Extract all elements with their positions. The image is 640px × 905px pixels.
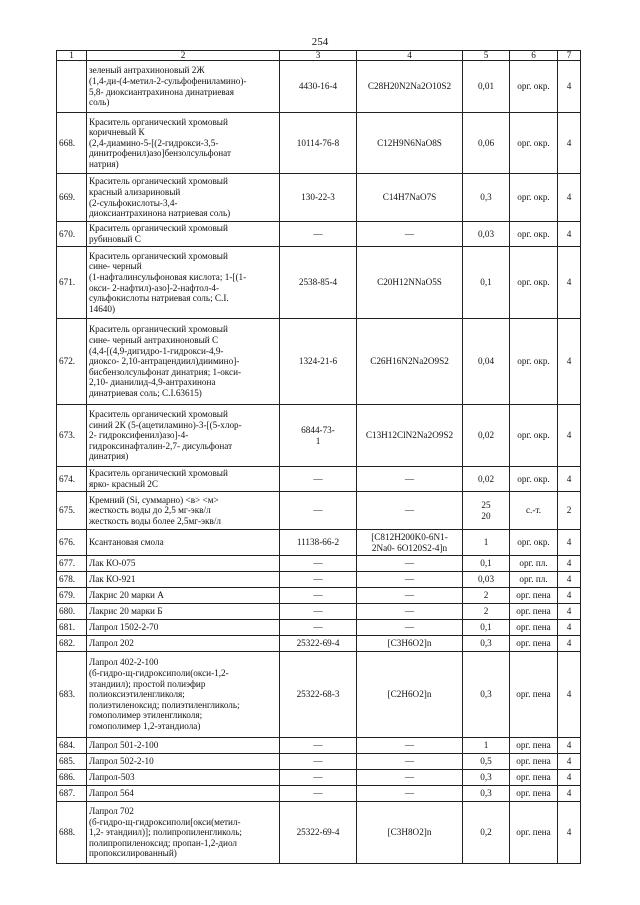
row-number: 678. (57, 572, 87, 588)
row-number: 683. (57, 652, 87, 738)
row-number: 679. (57, 588, 87, 604)
hazard-class: 4 (558, 620, 581, 636)
cas-number: — (280, 492, 357, 530)
concentration-value: 0,03 (463, 572, 510, 588)
row-number: 680. (57, 604, 87, 620)
chemical-formula: — (357, 222, 463, 247)
substance-name: Лапрол 702 (б-гидро-щ-гидроксиполи[окси(метил- 1,2- этандиил)]; полипропиленгликоль; полипропиленоксид; пропан-1,2-диол пропоксилированный) (87, 802, 280, 864)
cas-number: — (280, 572, 357, 588)
table-row (57, 113, 581, 174)
table-body (57, 61, 581, 864)
table-row (57, 61, 581, 113)
chemical-formula: — (357, 786, 463, 802)
chemical-formula: C28H20N2Na2O10S2 (357, 61, 463, 113)
table-row (57, 530, 581, 556)
concentration-value: 0,01 (463, 61, 510, 113)
cas-number: — (280, 786, 357, 802)
table-row (57, 222, 581, 247)
substance-name: Лапрол 402-2-100 (б-гидро-щ-гидроксиполи(окси-1,2- этандиил); простой полиэфир полиоксиэтиленгликоля; полиэтиленоксид; полиэтиленгликоль; гомополимер этиленгликоля; гомополимер 1,2-этандиола) (87, 652, 280, 738)
substance-name: Краситель органический хромовый сине- черный антрахиноновый С (4,4-[(4,9-дигидро-1-гидрокси-4,9- диоксо- 2,10-антрацендиил)диимино]- бисбензолсульфонат динатрия; 1-окси- 2,10- дианилид-4,9-антрахинона динатриевая соль; C.I.63615) (87, 319, 280, 405)
hazard-sign: орг. окр. (510, 247, 558, 319)
hazard-class: 4 (558, 652, 581, 738)
substance-name: Ксантановая смола (87, 530, 280, 556)
row-number: 688. (57, 802, 87, 864)
hazard-class: 4 (558, 61, 581, 113)
cas-number: — (280, 222, 357, 247)
cas-number: 6844-73- 1 (280, 405, 357, 467)
table-row (57, 636, 581, 652)
row-number: 673. (57, 405, 87, 467)
row-number: 676. (57, 530, 87, 556)
column-number: 2 (87, 51, 280, 61)
cas-number: — (280, 620, 357, 636)
table-row (57, 492, 581, 530)
hazard-class: 4 (558, 530, 581, 556)
substance-name: Лак КО-075 (87, 556, 280, 572)
table-row (57, 770, 581, 786)
row-number: 681. (57, 620, 87, 636)
concentration-value: 0,03 (463, 222, 510, 247)
substance-name: Лапрол-503 (87, 770, 280, 786)
hazard-sign: орг. пена (510, 738, 558, 754)
column-number: 6 (510, 51, 558, 61)
chemical-formula: [C3H6O2]n (357, 636, 463, 652)
substance-name: Лакрис 20 марки А (87, 588, 280, 604)
row-number: 684. (57, 738, 87, 754)
row-number: 687. (57, 786, 87, 802)
row-number: 672. (57, 319, 87, 405)
table-row (57, 652, 581, 738)
hazard-class: 4 (558, 319, 581, 405)
chemical-formula: — (357, 556, 463, 572)
column-number: 4 (357, 51, 463, 61)
hazard-class: 4 (558, 802, 581, 864)
row-number: 668. (57, 113, 87, 174)
column-number-row (57, 51, 581, 61)
chemical-formula: C20H12NNaO5S (357, 247, 463, 319)
hazard-class: 4 (558, 604, 581, 620)
substance-name: Лапрол 564 (87, 786, 280, 802)
table-row (57, 754, 581, 770)
concentration-value: 2 (463, 588, 510, 604)
row-number (57, 61, 87, 113)
chemical-formula: C12H9N6NaO8S (357, 113, 463, 174)
cas-number: — (280, 556, 357, 572)
concentration-value: 0,02 (463, 467, 510, 492)
hazard-sign: орг. окр. (510, 405, 558, 467)
cas-number: — (280, 770, 357, 786)
chemical-formula: — (357, 467, 463, 492)
cas-number: 25322-69-4 (280, 636, 357, 652)
table-row (57, 588, 581, 604)
row-number: 685. (57, 754, 87, 770)
hazard-sign: орг. пена (510, 588, 558, 604)
hazard-class: 4 (558, 754, 581, 770)
table-row (57, 467, 581, 492)
table-row (57, 786, 581, 802)
table-row (57, 319, 581, 405)
substance-name: Краситель органический хромовый красный ализариновый (2-сульфокислоты-3,4- диоксиантрахинона натриевая соль) (87, 174, 280, 222)
chemical-formula: — (357, 754, 463, 770)
cas-number: 130-22-3 (280, 174, 357, 222)
substance-name: Лапрол 502-2-10 (87, 754, 280, 770)
substance-name: Лак КО-921 (87, 572, 280, 588)
substance-name: Краситель органический хромовый синий 2К (5-(ацетиламино)-3-[(5-хлор- 2- гидроксифенил)азо]-4- гидроксинафталин-2,7- дисульфонат динатрия) (87, 405, 280, 467)
concentration-value: 0,04 (463, 319, 510, 405)
chemical-formula: — (357, 738, 463, 754)
substance-name: Лапрол 202 (87, 636, 280, 652)
hazard-sign: орг. окр. (510, 174, 558, 222)
cas-number: 4430-16-4 (280, 61, 357, 113)
cas-number: 10114-76-8 (280, 113, 357, 174)
hazard-sign: с.-т. (510, 492, 558, 530)
hazard-sign: орг. пена (510, 754, 558, 770)
hazard-sign: орг. пена (510, 786, 558, 802)
concentration-value: 0,3 (463, 786, 510, 802)
table-row (57, 604, 581, 620)
hazard-sign: орг. окр. (510, 113, 558, 174)
chemical-formula: — (357, 604, 463, 620)
cas-number: — (280, 588, 357, 604)
chemical-formula: [C812H200K0-6N1- 2Na0- 6O120S2-4]n (357, 530, 463, 556)
hazard-sign: орг. пена (510, 652, 558, 738)
substance-name: Краситель органический хромовый рубиновый С (87, 222, 280, 247)
chemical-formula: [C3H8O2]n (357, 802, 463, 864)
hazard-sign: орг. пл. (510, 572, 558, 588)
concentration-value: 0,3 (463, 770, 510, 786)
hazard-class: 4 (558, 467, 581, 492)
hazard-class: 4 (558, 770, 581, 786)
chemical-formula: C26H16N2Na2O9S2 (357, 319, 463, 405)
hazard-sign: орг. окр. (510, 222, 558, 247)
concentration-value: 2 (463, 604, 510, 620)
concentration-value: 25 20 (463, 492, 510, 530)
row-number: 674. (57, 467, 87, 492)
hazard-class: 4 (558, 786, 581, 802)
substance-name: Лакрис 20 марки Б (87, 604, 280, 620)
cas-number: 11138-66-2 (280, 530, 357, 556)
hazard-class: 4 (558, 556, 581, 572)
hazard-sign: орг. окр. (510, 319, 558, 405)
concentration-value: 0,3 (463, 174, 510, 222)
chemical-formula: C13H12ClN2Na2O9S2 (357, 405, 463, 467)
concentration-value: 1 (463, 738, 510, 754)
hazard-class: 4 (558, 572, 581, 588)
chemical-formula: — (357, 770, 463, 786)
hazard-class: 4 (558, 588, 581, 604)
chemical-formula: — (357, 492, 463, 530)
row-number: 686. (57, 770, 87, 786)
table-row (57, 247, 581, 319)
hazard-sign: орг. пена (510, 802, 558, 864)
hazard-sign: орг. пена (510, 770, 558, 786)
concentration-value: 0,2 (463, 802, 510, 864)
chemical-formula: — (357, 588, 463, 604)
substance-name: Лапрол 501-2-100 (87, 738, 280, 754)
table-row (57, 802, 581, 864)
chemical-formula: — (357, 572, 463, 588)
cas-number: — (280, 738, 357, 754)
table-row (57, 174, 581, 222)
hazard-class: 4 (558, 247, 581, 319)
row-number: 670. (57, 222, 87, 247)
hazard-sign: орг. окр. (510, 61, 558, 113)
chemical-formula: [C2H6O2]n (357, 652, 463, 738)
row-number: 675. (57, 492, 87, 530)
concentration-value: 0,02 (463, 405, 510, 467)
hazard-sign: орг. пл. (510, 556, 558, 572)
cas-number: — (280, 604, 357, 620)
table-row (57, 572, 581, 588)
concentration-value: 1 (463, 530, 510, 556)
substance-name: Кремний (Si, суммарно) <в> <м> жесткость воды до 2,5 мг-экв/л жесткость воды более 2,5мг-экв/л (87, 492, 280, 530)
concentration-value: 0,5 (463, 754, 510, 770)
hazard-class: 2 (558, 492, 581, 530)
concentration-value: 0,1 (463, 247, 510, 319)
cas-number: — (280, 467, 357, 492)
concentration-value: 0,3 (463, 652, 510, 738)
table-row (57, 556, 581, 572)
hazard-class: 4 (558, 174, 581, 222)
column-number: 5 (463, 51, 510, 61)
table-row (57, 405, 581, 467)
hazard-class: 4 (558, 222, 581, 247)
hazard-sign: орг. пена (510, 604, 558, 620)
cas-number: 25322-69-4 (280, 802, 357, 864)
hazard-class: 4 (558, 636, 581, 652)
row-number: 682. (57, 636, 87, 652)
page-number: 254 (311, 36, 329, 48)
column-number: 3 (280, 51, 357, 61)
hazard-sign: орг. пена (510, 620, 558, 636)
concentration-value: 0,06 (463, 113, 510, 174)
cas-number: 25322-68-3 (280, 652, 357, 738)
hazard-sign: орг. пена (510, 636, 558, 652)
chemical-formula: — (357, 620, 463, 636)
substances-table (56, 50, 581, 864)
row-number: 677. (57, 556, 87, 572)
cas-number: 2538-85-4 (280, 247, 357, 319)
table-row (57, 620, 581, 636)
column-number: 7 (558, 51, 581, 61)
concentration-value: 0,1 (463, 620, 510, 636)
cas-number: 1324-21-6 (280, 319, 357, 405)
hazard-sign: орг. окр. (510, 467, 558, 492)
concentration-value: 0,3 (463, 636, 510, 652)
substance-name: Краситель органический хромовый ярко- красный 2С (87, 467, 280, 492)
table-row (57, 738, 581, 754)
hazard-class: 4 (558, 405, 581, 467)
hazard-sign: орг. окр. (510, 530, 558, 556)
hazard-class: 4 (558, 738, 581, 754)
substance-name: Краситель органический хромовый сине- черный (1-нафталинсульфоновая кислота; 1-[(1- окси- 2-нафтил)-азо]-2-нафтол-4- сульфокислоты натриевая соль; C.I. 14640) (87, 247, 280, 319)
substance-name: Лапрол 1502-2-70 (87, 620, 280, 636)
row-number: 671. (57, 247, 87, 319)
chemical-formula: C14H7NaO7S (357, 174, 463, 222)
substance-name: зеленый антрахиноновый 2Ж (1,4-ди-(4-метил-2-сульфофениламино)- 5,8- диоксиантрахинона динатриевая соль) (87, 61, 280, 113)
substance-name: Краситель органический хромовый коричневый К (2,4-диамино-5-[(2-гидрокси-3,5- динитрофенил)азо]бензолсульфонат натрия) (87, 113, 280, 174)
column-number: 1 (57, 51, 87, 61)
hazard-class: 4 (558, 113, 581, 174)
row-number: 669. (57, 174, 87, 222)
concentration-value: 0,1 (463, 556, 510, 572)
cas-number: — (280, 754, 357, 770)
